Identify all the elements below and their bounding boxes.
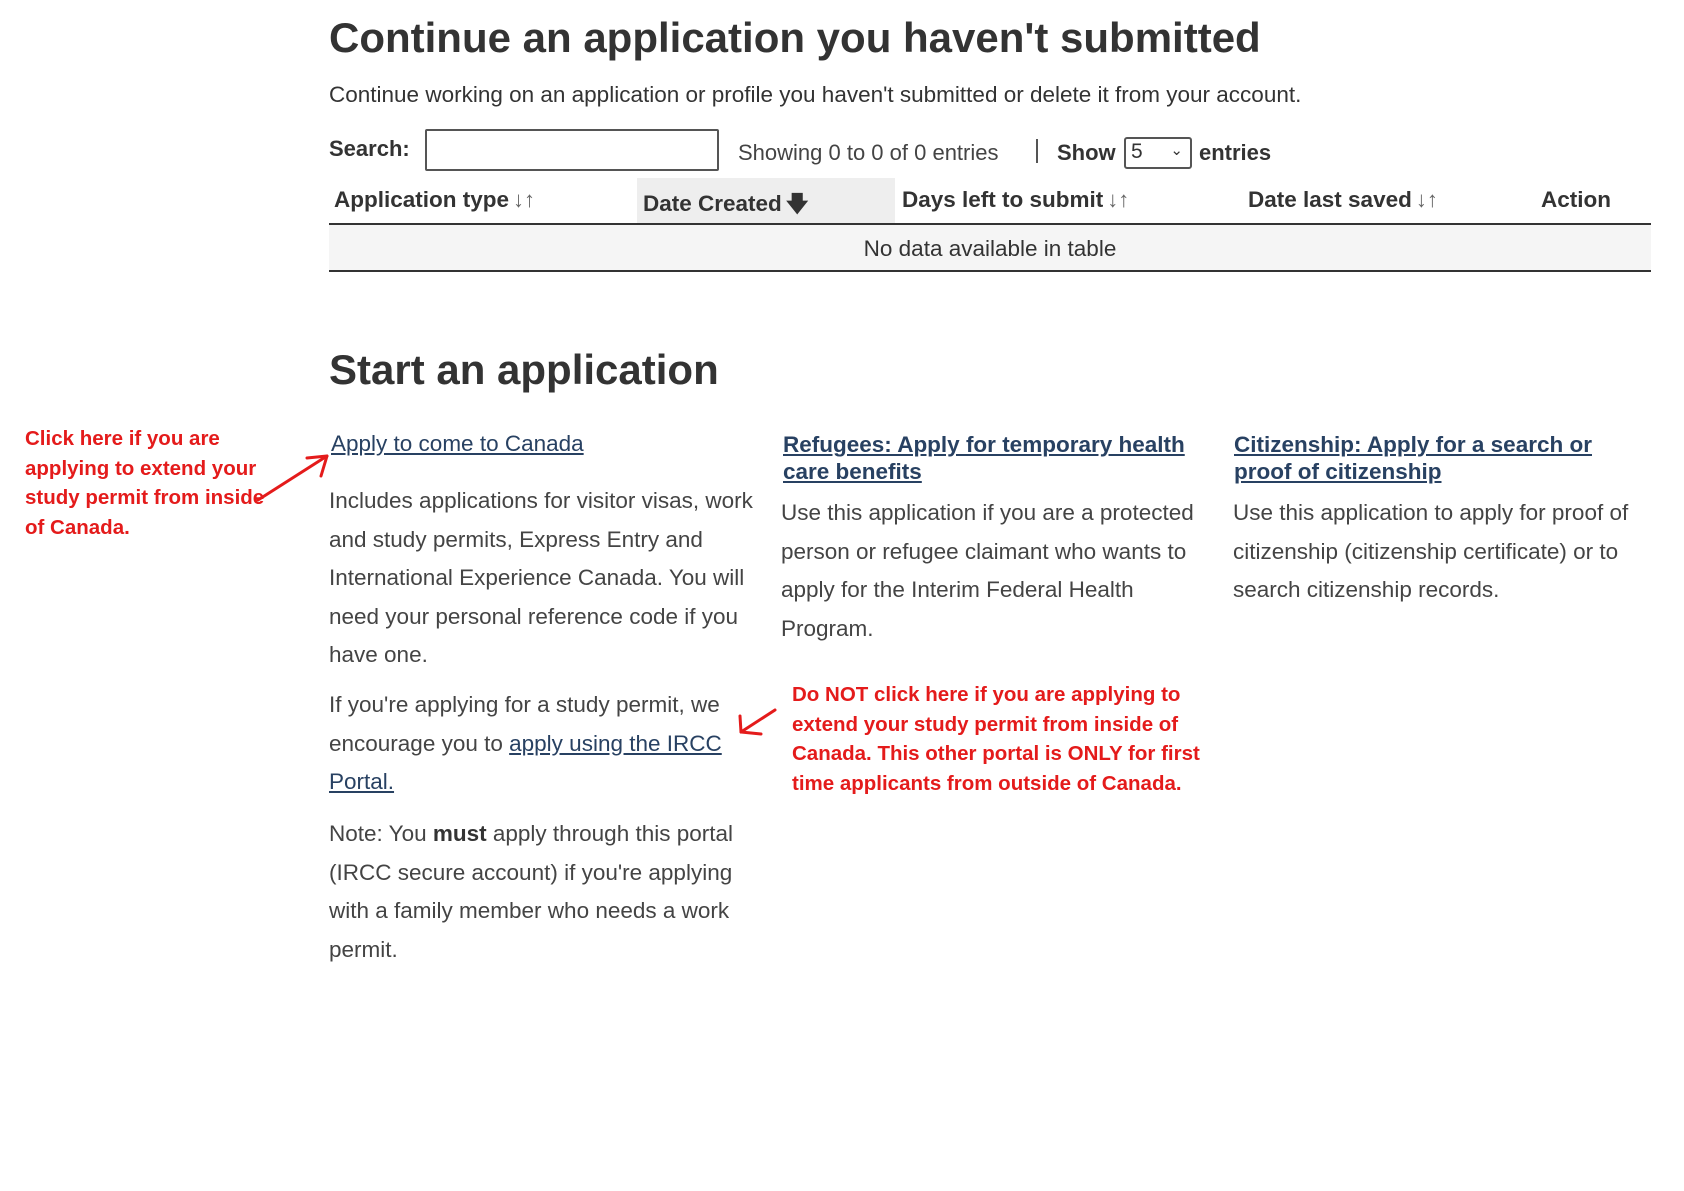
- card-description: Use this application if you are a protected person or refugee claimant who wants to apply for the Interim Federal Health Program.: [781, 500, 1194, 641]
- note-rest: apply through this portal (IRCC secure account) if you're applying with a family member who needs a work permit.: [329, 821, 734, 962]
- family-member-note: [329, 815, 759, 969]
- entries-info: Showing 0 to 0 of 0 entries: [738, 140, 999, 165]
- sort-both-icon: ↓↑: [1415, 187, 1438, 212]
- column-header-days-left[interactable]: [902, 187, 1129, 213]
- column-header-date-created[interactable]: [643, 187, 808, 225]
- chevron-down-icon: ⌄: [1170, 142, 1183, 159]
- column-header-date-last-saved[interactable]: [1248, 187, 1438, 213]
- divider: [1036, 139, 1038, 163]
- apply-to-come-to-canada-link[interactable]: Apply to come to Canada: [331, 431, 584, 456]
- search-input[interactable]: [425, 129, 719, 171]
- show-label: Show: [1057, 140, 1116, 165]
- study-permit-note-text: If you're applying for a study permit, we encourage you to: [329, 692, 720, 756]
- annotation-arrow-icon: [255, 448, 335, 508]
- note-prefix: Note: You: [329, 821, 433, 846]
- annotation-click-here: Click here if you are applying to extend your study permit from inside of Canada.: [25, 427, 265, 539]
- ircc-portal-link[interactable]: apply using the IRCC Portal.: [329, 730, 722, 794]
- study-permit-note: [329, 686, 759, 802]
- column-header-label: Days left to submit: [902, 187, 1104, 212]
- column-header-label: Date Created: [643, 191, 782, 216]
- card-description: Includes applications for visitor visas, work and study permits, Express Entry and International Experience Canada. You will need your personal reference code if you have one.: [329, 488, 753, 667]
- page-size-value: 5: [1131, 140, 1143, 163]
- column-header-action: Action: [1541, 187, 1611, 212]
- continue-section-description: Continue working on an application or profile you haven't submitted or delete it from your account.: [329, 82, 1302, 107]
- search-label: Search:: [329, 136, 410, 161]
- column-header-label: Application type: [334, 187, 510, 212]
- column-header-label: Date last saved: [1248, 187, 1412, 212]
- annotation-arrow-icon: [735, 706, 785, 746]
- must-emphasis: must: [432, 821, 487, 846]
- sort-both-icon: ↓↑: [1107, 187, 1130, 212]
- card-description: Use this application to apply for proof of citizenship (citizenship certificate) or to search citizenship records.: [1233, 500, 1629, 602]
- start-section-title: Start an application: [329, 346, 719, 393]
- empty-table-message: No data available in table: [863, 236, 1117, 261]
- column-header-application-type[interactable]: [334, 187, 535, 213]
- table-row: [329, 225, 1651, 272]
- refugees-health-benefits-link[interactable]: Refugees: Apply for temporary health care benefits: [783, 432, 1185, 484]
- sort-both-icon: ↓↑: [513, 187, 536, 212]
- annotation-do-not-click: Do NOT click here if you are applying to extend your study permit from inside of Canada. This other portal is ONLY for first time applicants from outside of Canada.: [792, 683, 1200, 795]
- continue-section-title: Continue an application you haven't submitted: [329, 14, 1261, 61]
- citizenship-proof-link[interactable]: Citizenship: Apply for a search or proof of citizenship: [1234, 432, 1592, 484]
- entries-label: entries: [1199, 140, 1272, 165]
- sort-down-icon: 🡇: [785, 191, 809, 216]
- page-size-select[interactable]: [1124, 137, 1192, 169]
